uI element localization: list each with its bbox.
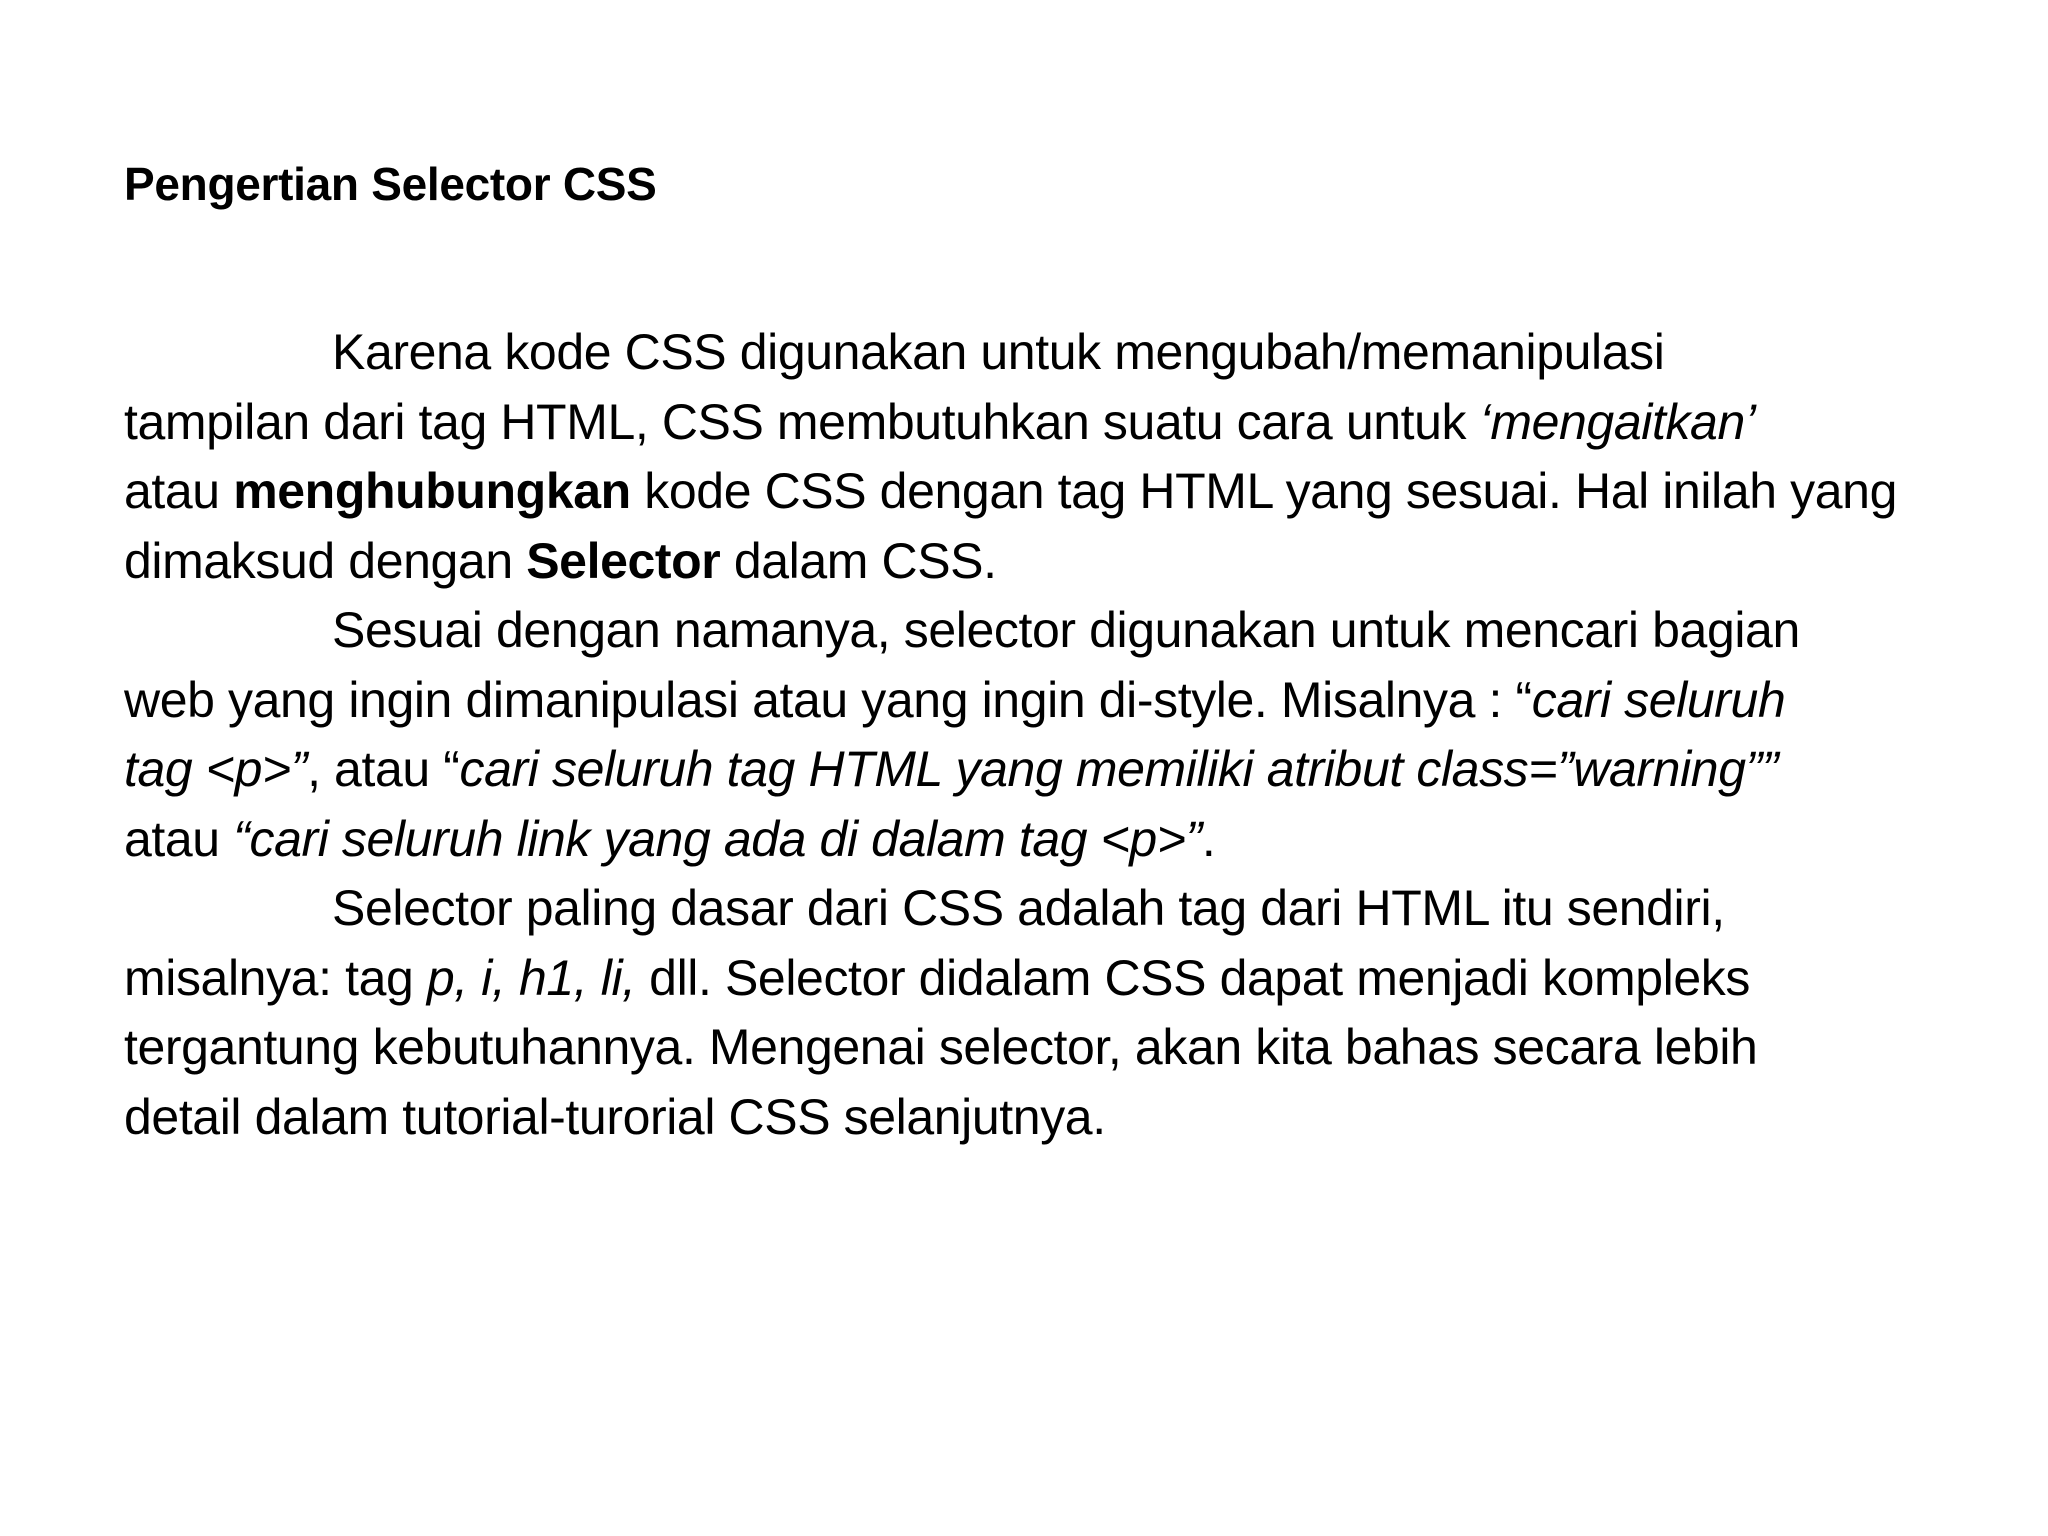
- paragraph-3-line-1: Selector paling dasar dari CSS adalah tag dari HTML itu sendiri,: [332, 880, 1725, 936]
- text-run: .: [1201, 810, 1216, 867]
- italic-text: “cari seluruh link yang ada di dalam tag <p>”: [233, 810, 1202, 867]
- paragraph-1-line-2: [124, 388, 1944, 458]
- italic-text: cari seluruh tag HTML yang memiliki atribut class=”warning””: [459, 741, 1779, 797]
- text-run: atau: [124, 463, 234, 519]
- paragraph-3-line-3: tergantung kebutuhannya. Mengenai selector, akan kita bahas secara lebih: [124, 1019, 1758, 1075]
- paragraph-1-line-4: [124, 527, 1944, 597]
- slide-title: Pengertian Selector CSS: [124, 158, 657, 210]
- text-run: web yang ingin dimanipulasi atau yang ingin di-style. Misalnya : “: [124, 671, 1532, 728]
- paragraph-2-line-4: [124, 805, 1944, 875]
- bold-text: Selector: [526, 532, 721, 589]
- paragraph-3-line-2: [124, 944, 1944, 1014]
- text-run: dalam CSS.: [720, 532, 997, 589]
- paragraph-2-line-2: [124, 666, 1944, 736]
- text-run: dll. Selector didalam CSS dapat menjadi kompleks: [635, 949, 1750, 1006]
- italic-text: cari seluruh: [1531, 671, 1786, 728]
- text-run: dimaksud dengan: [124, 532, 527, 589]
- text-run: tampilan dari tag HTML, CSS membutuhkan suatu cara untuk: [124, 393, 1480, 450]
- text-run: kode CSS dengan tag HTML yang sesuai. Hal inilah yang: [630, 463, 1897, 519]
- bold-text: menghubungkan: [233, 463, 631, 519]
- text-run: , atau “: [307, 741, 460, 797]
- paragraph-2-line-1: Sesuai dengan namanya, selector digunakan untuk mencari bagian: [332, 602, 1800, 658]
- italic-text: tag <p>”: [124, 741, 308, 797]
- paragraph-1-line-3: [124, 457, 1944, 527]
- text-run: atau: [124, 810, 234, 867]
- text-run: misalnya: tag: [124, 949, 427, 1006]
- paragraph-2-line-3: [124, 735, 1944, 805]
- italic-text: ‘mengaitkan’: [1479, 393, 1756, 450]
- paragraph-3-line-4: detail dalam tutorial-turorial CSS selanjutnya.: [124, 1088, 1106, 1145]
- italic-text: p, i, h1, li,: [426, 949, 636, 1006]
- paragraph-1-line-1: Karena kode CSS digunakan untuk mengubah/memanipulasi: [332, 324, 1665, 380]
- slide-body: [124, 318, 1944, 1152]
